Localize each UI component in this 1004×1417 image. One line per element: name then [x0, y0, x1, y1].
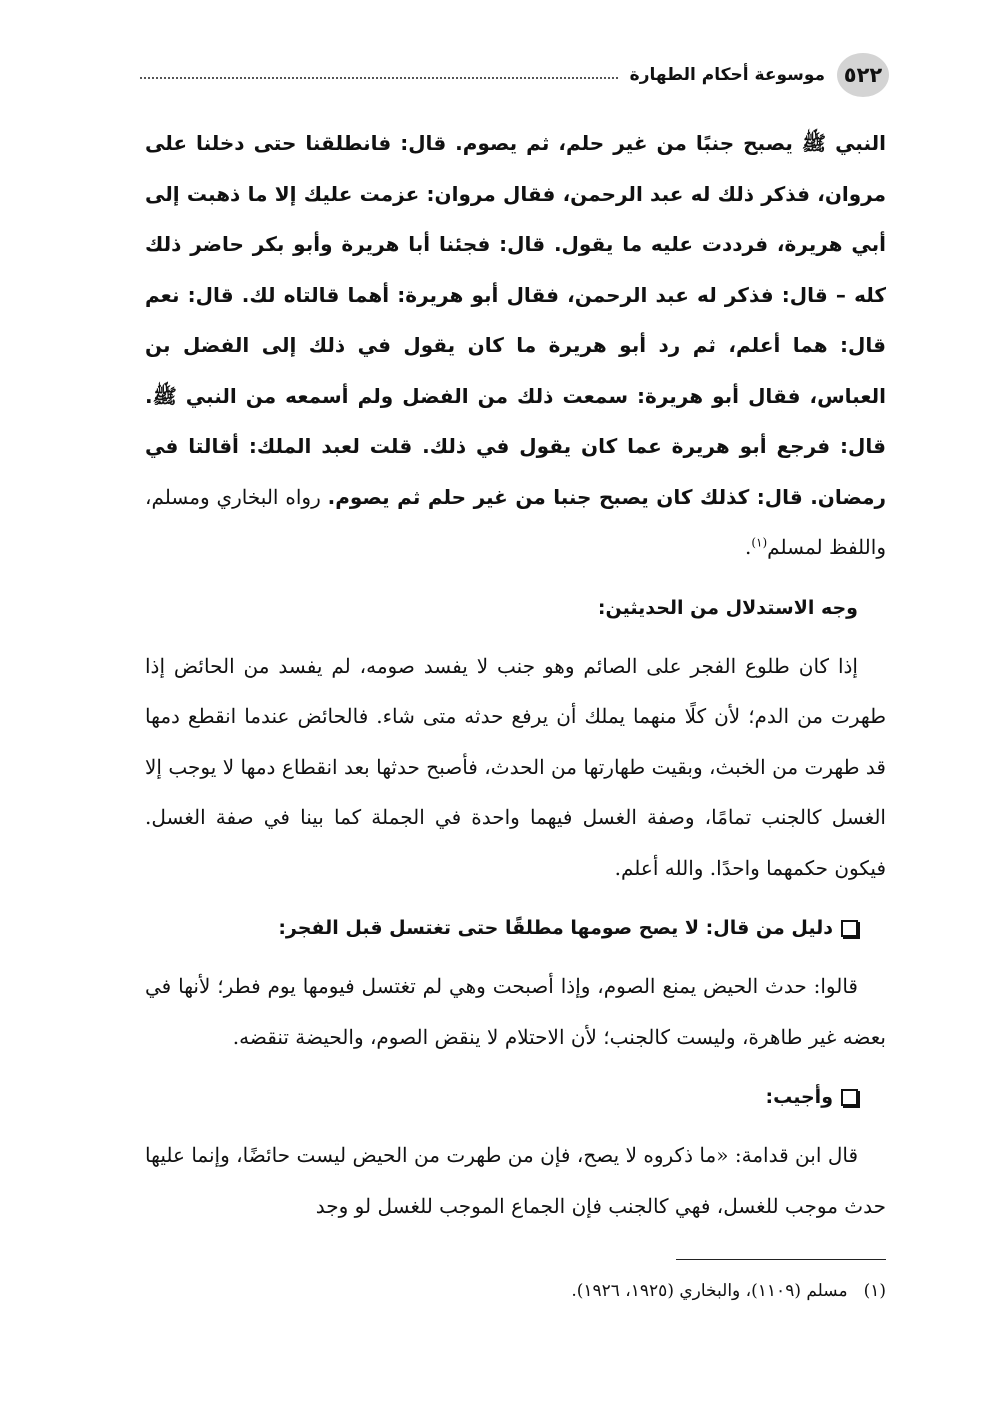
ujib-paragraph: قال ابن قدامة: «ما ذكروه لا يصح، فإن من طهرت من الحيض ليست حائضًا، وإنما عليها حدث موجب للغسل، فهي كالجنب فإن الجماع الموجب للغسل لو وجد	[145, 1143, 886, 1218]
checkbox-square-icon	[841, 920, 858, 937]
running-title: موسوعة أحكام الطهارة	[629, 65, 825, 85]
istidlal-heading	[145, 583, 858, 633]
footnote-number: (١)	[863, 1281, 886, 1301]
footnote-marker[interactable]: (١)	[751, 535, 768, 550]
dalil-heading	[145, 903, 858, 953]
hadith-text: النبي ﷺ يصبح جنبًا من غير حلم، ثم يصوم. قال: فانطلقنا حتى دخلنا على مروان، فذكر ذلك له عبد الرحمن، فقال مروان: عزمت عليك إلا ما ذهبت إلى أبي هريرة، فرددت عليه ما يقول. قال: فجئنا أبا هريرة وأبو بكر حاضر ذلك كله – قال: فذكر له عبد الرحمن، فقال أبو هريرة: أهما قالتاه لك. قال: نعم قال: هما أعلم، ثم رد أبو هريرة ما كان يقول في ذلك إلى الفضل بن العباس، فقال أبو هريرة: سمعت ذلك من الفضل ولم أسمعه من النبي ﷺ. قال: فرجع أبو هريرة عما كان يقول في ذلك. قلت لعبد الملك: أقالتا في رمضان. قال: كذلك كان يصبح جنبا من غير حلم ثم يصوم.	[145, 131, 886, 509]
checkbox-square-icon	[841, 1089, 858, 1106]
hadith-source: رواه البخاري ومسلم، واللفظ لمسلم	[145, 484, 886, 559]
page-number: ٥٢٢	[837, 53, 889, 97]
page-header	[140, 52, 889, 98]
ujib-heading	[145, 1072, 858, 1122]
istidlal-heading-text: وجه الاستدلال من الحديثين:	[597, 596, 858, 619]
dalil-paragraph: قالوا: حدث الحيض يمنع الصوم، وإذا أصبحت وهي لم تغتسل فيومها يوم فطر؛ لأنها في بعضه غير طاهرة، وليست كالجنب؛ لأن الاحتلام لا ينقض الصوم، والحيضة تنقضه.	[145, 974, 886, 1049]
istidlal-paragraph: إذا كان طلوع الفجر على الصائم وهو جنب لا يفسد صومه، لم يفسد من الحائض إذا طهرت من الدم؛ لأن كلًا منهما يملك أن يرفع حدثه متى شاء. فالحائض عندما انقطع دمها قد طهرت من الخبث، وبقيت طهارتها من الحدث، فأصبح حدثها بعد انقطاع دمها لا يوجب إلا الغسل كالجنب تمامًا، وصفة الغسل فيهما واحدة في الجملة كما بينا في صفة الغسل. فيكون حكمهما واحدًا. والله أعلم.	[145, 653, 886, 880]
ujib-heading-text: وأجيب:	[765, 1086, 833, 1108]
footnote	[145, 1276, 886, 1306]
hadith-end: .	[744, 535, 752, 559]
footnote-text: مسلم (١١٠٩)، والبخاري (١٩٢٥، ١٩٢٦).	[571, 1281, 848, 1301]
dalil-heading-text: دليل من قال: لا يصح صومها مطلقًا حتى تغتسل قبل الفجر:	[278, 917, 833, 939]
header-dotted-rule	[140, 77, 618, 79]
footnote-separator	[676, 1259, 886, 1260]
hadith-paragraph	[145, 118, 886, 573]
page-body	[145, 118, 886, 1241]
